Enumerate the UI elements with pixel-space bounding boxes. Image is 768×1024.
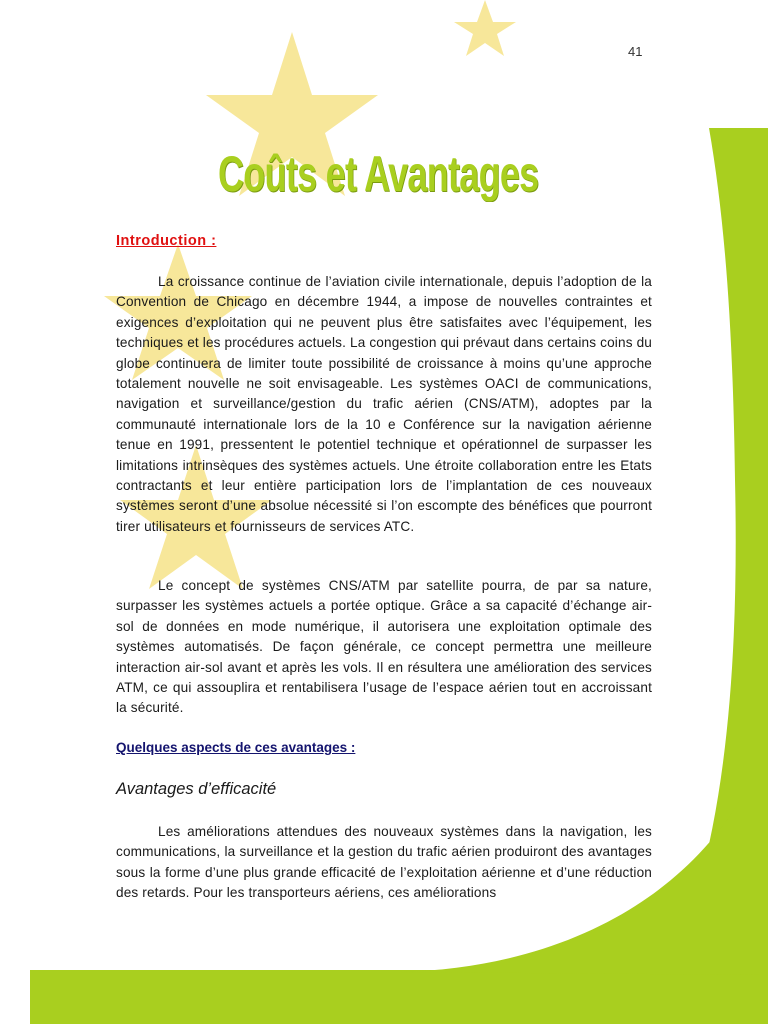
page-number: 41 xyxy=(628,44,643,59)
introduction-heading: Introduction : xyxy=(116,233,217,249)
page-title: Coûts et Avantages xyxy=(218,145,539,202)
introduction-paragraph-1: La croissance continue de l’aviation civile internationale, depuis l’adoption de la Convention de Chicago en décembre 1944, a impose de nouvelles contraintes et exigences d’exploitation qui ne peuvent plus être satisfaites avec l’équipement, les techniques et les procédures actuels. La congestion qui prévaut dans certains coins du globe continuera de limiter toute possibilité de croissance à moins qu’une approche totalement nouvelle ne soit envisageable. Les systèmes OACI de communications, navigation et surveillance/gestion du trafic aérien (CNS/ATM), adoptes par la communauté internationale lors de la 10 e Conférence sur la navigation aérienne tenue en 1991, pressentent le potentiel technique et opérationnel de surpasser les limitations intrinsèques des systèmes actuels. Une étroite collaboration entre les Etats contractants et leur entière participation lors de l’implantation de ces nouveaux systèmes seront d’une absolue nécessité si l’on escompte des bénéfices que pourront tirer utilisateurs et fournisseurs de services ATC. xyxy=(116,274,652,534)
aspects-heading: Quelques aspects de ces avantages : xyxy=(116,740,356,755)
introduction-paragraph-2: Le concept de systèmes CNS/ATM par satellite pourra, de par sa nature, surpasser les systèmes actuels a portée optique. Grâce a sa capacité d’échange air-sol de données en mode numérique, il autorisera une exploitation optimale des systèmes automatisés. De façon générale, ce concept permettra une meilleure interaction air-sol avant et après les vols. Il en résultera une amélioration des services ATM, ce qui assouplira et rentabilisera l’usage de l’espace aérien tout en accroissant la sécurité. xyxy=(116,578,652,716)
efficiency-subheading: Avantages d’efficacité xyxy=(116,780,277,798)
efficiency-paragraph: Les améliorations attendues des nouveaux systèmes dans la navigation, les communications, la surveillance et la gestion du trafic aérien produiront des avantages sous la forme d’une plus grande efficacité de l’exploitation aérienne et d’une réduction des retards. Pour les transporteurs aériens, ces améliorations xyxy=(116,824,652,901)
